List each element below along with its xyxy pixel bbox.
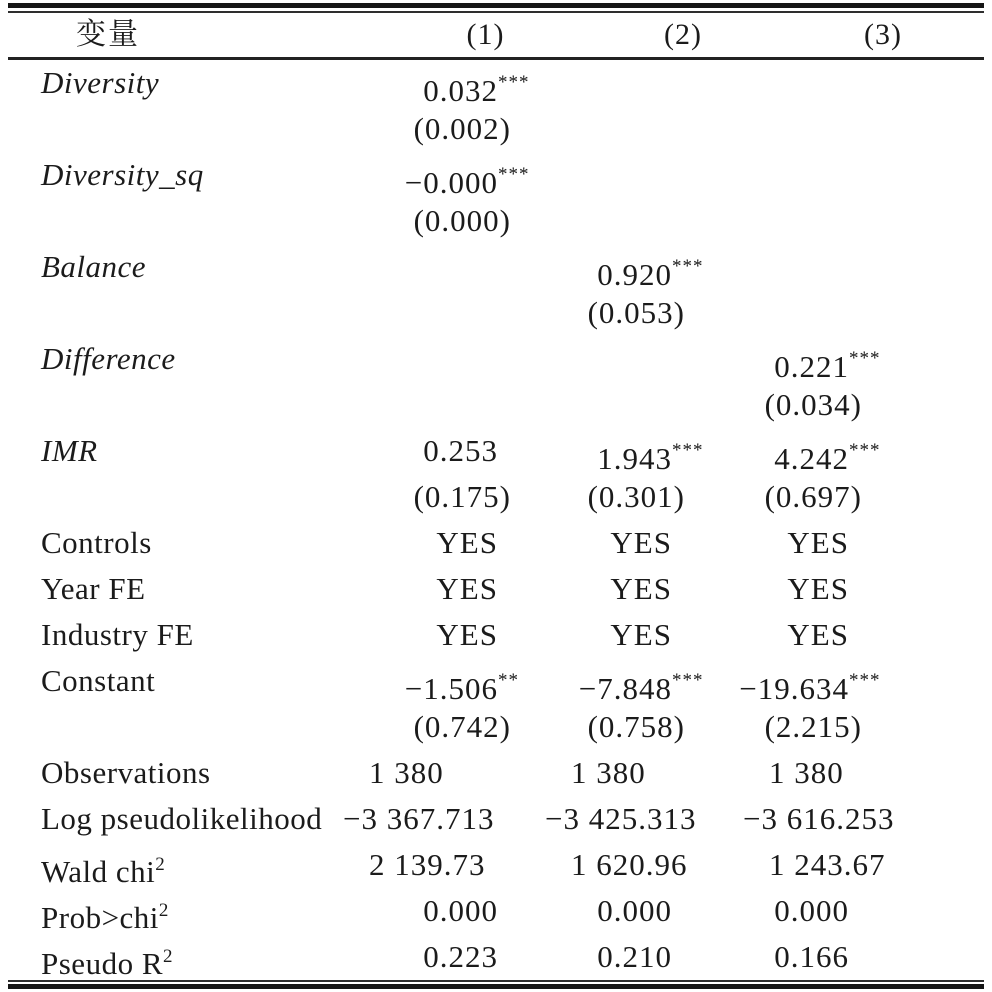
header-col-3: (3) xyxy=(864,18,902,51)
cell-col2: (0.301) xyxy=(587,479,685,514)
cell-col1: 0.253 xyxy=(423,433,498,468)
header-col-1: (1) xyxy=(466,18,505,51)
cell-col3: 4.242*** xyxy=(704,428,881,482)
cell-col2: 0.000 xyxy=(597,893,672,928)
row-label xyxy=(8,290,340,336)
cell-col1: 1 380 xyxy=(369,755,444,790)
cell-col1: 2 139.73 xyxy=(369,847,486,882)
row-label xyxy=(8,704,340,750)
row-label xyxy=(8,198,340,244)
row-label: Industry FE xyxy=(41,617,194,652)
row-label: Observations xyxy=(41,755,211,790)
header-variable: 变量 xyxy=(76,18,140,51)
header-col-2: (2) xyxy=(664,18,702,51)
cell-col2 xyxy=(530,198,704,244)
cell-col3: YES xyxy=(787,617,849,652)
cell-col3: YES xyxy=(787,525,849,560)
table-row-se xyxy=(8,704,984,750)
cell-col2 xyxy=(530,382,704,428)
cell-col2: YES xyxy=(610,571,672,606)
cell-col3: YES xyxy=(787,571,849,606)
table-row-diversity-sq xyxy=(8,152,984,198)
row-label: Pseudo $R^2$ xyxy=(41,946,173,981)
row-label: Prob>chi$^2$ xyxy=(41,900,169,935)
significance-stars: *** xyxy=(498,72,530,93)
cell-col1: (0.742) xyxy=(413,709,511,744)
row-label: Balance xyxy=(41,249,147,284)
cell-col1: (0.002) xyxy=(413,111,511,146)
significance-stars: ** xyxy=(498,670,519,691)
superscript-2: 2 xyxy=(158,900,169,921)
cell-col1: YES xyxy=(436,617,498,652)
significance-stars: *** xyxy=(849,670,881,691)
cell-col1: 0.223 xyxy=(423,939,498,974)
table-row-wald-chi2 xyxy=(8,842,984,888)
cell-col3: 1 380 xyxy=(769,755,844,790)
table-row-prob-chi2 xyxy=(8,888,984,934)
cell-col3 xyxy=(704,290,881,336)
table-row-difference xyxy=(8,336,984,382)
row-label: Diversity_sq xyxy=(41,157,204,192)
cell-col2 xyxy=(530,106,704,152)
cell-col1: 0.000 xyxy=(423,893,498,928)
cell-col2: YES xyxy=(610,525,672,560)
significance-stars: *** xyxy=(672,440,704,461)
cell-col3: (2.215) xyxy=(764,709,862,744)
cell-col2: 0.210 xyxy=(597,939,672,974)
cell-col3: (0.034) xyxy=(764,387,862,422)
table-row-se xyxy=(8,474,984,520)
cell-col3: −3 616.253 xyxy=(743,801,895,836)
row-label: Diversity xyxy=(41,65,160,100)
header-row xyxy=(8,13,984,57)
cell-col2: −3 425.313 xyxy=(545,801,697,836)
cell-col1: (0.175) xyxy=(413,479,511,514)
row-label: Controls xyxy=(41,525,152,560)
significance-stars: *** xyxy=(849,348,881,369)
table-row-controls xyxy=(8,520,984,566)
table-row-imr xyxy=(8,428,984,474)
cell-col1: −1.506** xyxy=(340,658,530,712)
table-row-constant xyxy=(8,658,984,704)
top-thick-rule xyxy=(8,3,984,8)
significance-stars: *** xyxy=(672,670,704,691)
table-row-se xyxy=(8,290,984,336)
cell-col1: −0.000*** xyxy=(340,152,530,206)
significance-stars: *** xyxy=(672,256,704,277)
table-row-balance xyxy=(8,244,984,290)
cell-col2: YES xyxy=(610,617,672,652)
cell-col3 xyxy=(704,198,881,244)
superscript-2: 2 xyxy=(163,946,173,967)
cell-col3 xyxy=(704,106,881,152)
table-row-year-fe xyxy=(8,566,984,612)
cell-col1: YES xyxy=(436,525,498,560)
row-label xyxy=(8,382,340,428)
table-row-observations xyxy=(8,750,984,796)
table-row-se xyxy=(8,198,984,244)
table-row-diversity xyxy=(8,60,984,106)
cell-col3: −19.634*** xyxy=(704,658,881,712)
cell-col3: 0.221*** xyxy=(704,336,881,390)
cell-col1 xyxy=(340,290,530,336)
cell-col1 xyxy=(340,382,530,428)
cell-col2: (0.758) xyxy=(587,709,685,744)
cell-col1: −3 367.713 xyxy=(343,801,495,836)
table-row-se xyxy=(8,382,984,428)
row-label: Wald chi$^2$ xyxy=(41,854,165,889)
cell-col1: 0.032*** xyxy=(340,60,530,114)
table-row-pseudo-r2 xyxy=(8,934,984,980)
row-label xyxy=(8,474,340,520)
cell-col1: YES xyxy=(436,571,498,606)
cell-col1: (0.000) xyxy=(413,203,511,238)
cell-col2: 1 620.96 xyxy=(571,847,688,882)
row-label xyxy=(8,106,340,152)
row-label: IMR xyxy=(41,433,98,468)
table-row-log-pseudolikelihood xyxy=(8,796,984,842)
table-row-industry-fe xyxy=(8,612,984,658)
row-label: Year FE xyxy=(41,571,146,606)
cell-col2: (0.053) xyxy=(587,295,685,330)
cell-col3: (0.697) xyxy=(764,479,862,514)
row-label: Constant xyxy=(41,663,156,698)
row-label: Log pseudolikelihood xyxy=(41,801,323,836)
cell-col3: 0.000 xyxy=(774,893,849,928)
cell-col3: 1 243.67 xyxy=(769,847,886,882)
significance-stars: *** xyxy=(498,164,530,185)
cell-col2: 1 380 xyxy=(571,755,646,790)
cell-col3: 0.166 xyxy=(774,939,849,974)
superscript-2: 2 xyxy=(155,854,165,875)
cell-col2: −7.848*** xyxy=(530,658,704,712)
cell-col2: 1.943*** xyxy=(530,428,704,482)
row-label: Difference xyxy=(41,341,176,376)
table-row-se xyxy=(8,106,984,152)
significance-stars: *** xyxy=(849,440,881,461)
cell-col2: 0.920*** xyxy=(530,244,704,298)
